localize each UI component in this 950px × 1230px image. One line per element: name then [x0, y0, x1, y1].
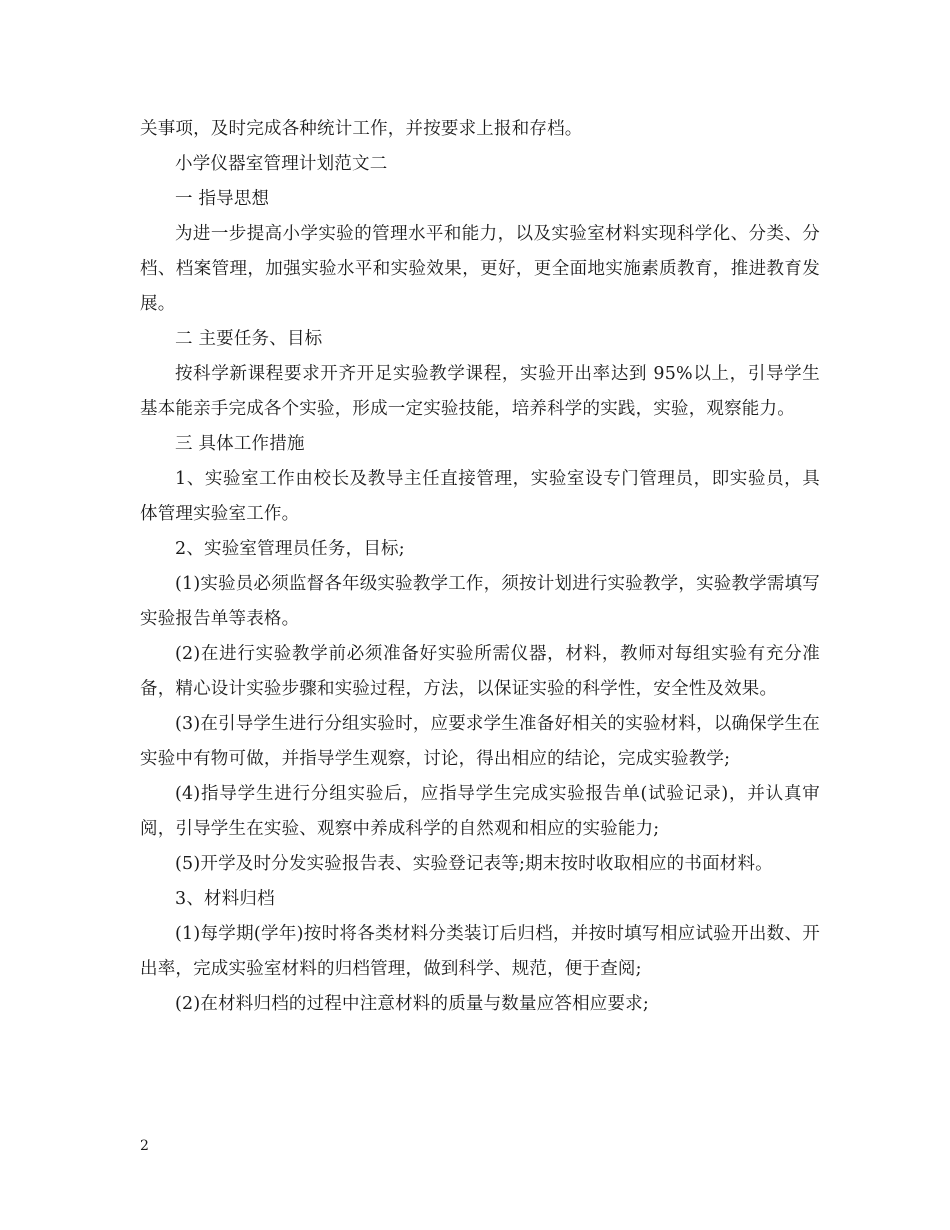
list-item: (4)指导学生进行分组实验后，应指导学生完成实验报告单(试验记录)，并认真审阅，引导学生在实验、观察中养成科学的自然观和相应的实验能力; — [140, 784, 820, 839]
list-item: (2)在进行实验教学前必须准备好实验所需仪器，材料，教师对每组实验有充分准备，精心设计实验步骤和实验过程，方法，以保证实验的科学性，安全性及效果。 — [140, 644, 820, 699]
heading-specific-measures: 三 具体工作措施 — [175, 434, 305, 454]
list-item: (3)在引导学生进行分组实验时，应要求学生准备好相关的实验材料，以确保学生在实验中有物可做，并指导学生观察，讨论，得出相应的结论，完成实验教学; — [140, 714, 820, 769]
paragraph: 关事项，及时完成各种统计工作，并按要求上报和存档。 — [140, 119, 583, 139]
section-title: 小学仪器室管理计划范文二 — [175, 154, 388, 174]
list-item: 2、实验室管理员任务，目标; — [175, 539, 405, 559]
list-item: 1、实验室工作由校长及教导主任直接管理，实验室设专门管理员，即实验员，具体管理实验室工作。 — [140, 469, 820, 524]
paragraph: 按科学新课程要求开齐开足实验教学课程，实验开出率达到 95%以上，引导学生基本能亲手完成各个实验，形成一定实验技能，培养科学的实践，实验，观察能力。 — [140, 364, 820, 419]
list-item: (1)每学期(学年)按时将各类材料分类装订后归档，并按时填写相应试验开出数、开出率，完成实验室材料的归档管理，做到科学、规范，便于查阅; — [140, 924, 820, 979]
heading-material-archiving: 3、材料归档 — [175, 889, 275, 909]
list-item: (5)开学及时分发实验报告表、实验登记表等;期末按时收取相应的书面材料。 — [175, 854, 773, 874]
heading-main-tasks: 二 主要任务、目标 — [175, 329, 323, 349]
paragraph: 为进一步提高小学实验的管理水平和能力，以及实验室材料实现科学化、分类、分档、档案管理，加强实验水平和实验效果，更好，更全面地实施素质教育，推进教育发展。 — [140, 224, 820, 314]
heading-guiding-thought: 一 指导思想 — [175, 189, 270, 209]
list-item: (1)实验员必须监督各年级实验教学工作，须按计划进行实验教学，实验教学需填写实验报告单等表格。 — [140, 574, 820, 629]
list-item: (2)在材料归档的过程中注意材料的质量与数量应答相应要求; — [175, 994, 649, 1014]
page-number: 2 — [140, 1138, 149, 1154]
document-body — [140, 112, 820, 1022]
